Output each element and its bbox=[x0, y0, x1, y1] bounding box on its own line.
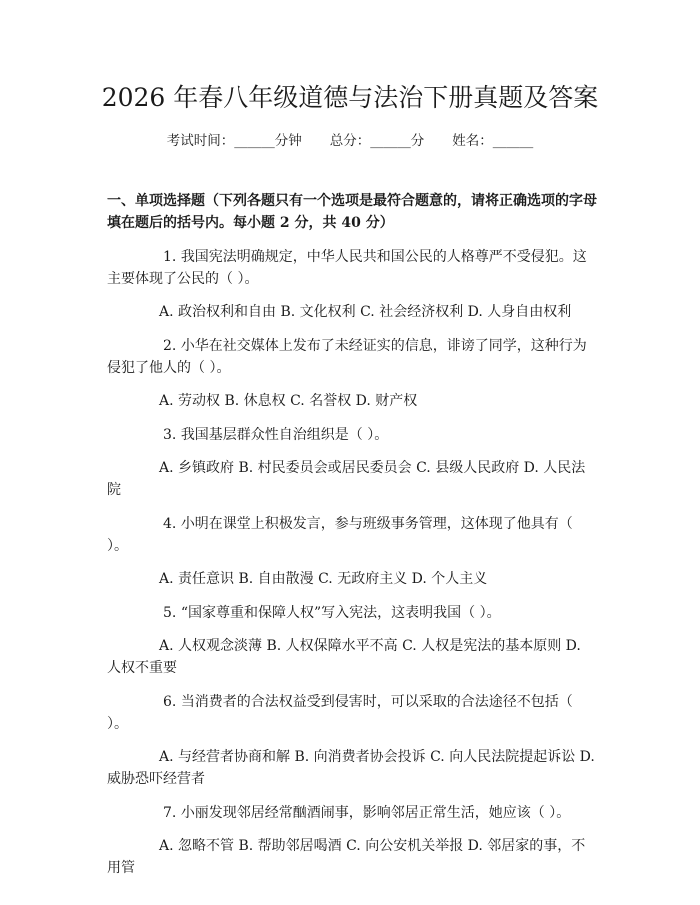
question-text bbox=[107, 424, 597, 446]
question-stem: 我国宪法明确规定，中华人民共和国公民的人格尊严不受侵犯。这主要体现了公民的（ ）。 bbox=[107, 249, 587, 287]
question-options: A. 政治权利和自由 B. 文化权利 C. 社会经济权利 D. 人身自由权利 bbox=[159, 304, 572, 320]
question-number: 1. bbox=[163, 249, 177, 265]
question-options: A. 忽略不管 B. 帮助邻居喝酒 C. 向公安机关举报 D. 邻居家的事，不用管 bbox=[107, 838, 586, 876]
question-5 bbox=[107, 602, 597, 679]
question-number: 6. bbox=[163, 694, 177, 710]
question-options: A. 与经营者协商和解 B. 向消费者协会投诉 C. 向人民法院提起诉讼 D. 威胁恐吓经营者 bbox=[107, 749, 595, 787]
question-number: 4. bbox=[163, 516, 177, 532]
question-7 bbox=[107, 802, 597, 879]
question-options: A. 人权观念淡薄 B. 人权保障水平不高 C. 人权是宪法的基本原则 D. 人权不重要 bbox=[107, 638, 581, 676]
question-stem: 小明在课堂上积极发言，参与班级事务管理，这体现了他具有（ ）。 bbox=[107, 516, 573, 554]
question-stem: 小华在社交媒体上发布了未经证实的信息，诽谤了同学，这种行为侵犯了他人的（ ）。 bbox=[107, 338, 587, 376]
question-number: 5. bbox=[163, 605, 177, 621]
question-1 bbox=[107, 246, 597, 323]
exam-content bbox=[107, 190, 597, 891]
question-2 bbox=[107, 335, 597, 412]
question-text bbox=[107, 802, 597, 824]
question-3 bbox=[107, 424, 597, 501]
exam-meta bbox=[0, 131, 700, 151]
question-text bbox=[107, 513, 597, 557]
exam-score: 总分：______分 bbox=[329, 133, 425, 149]
student-name: 姓名：______ bbox=[452, 133, 534, 149]
question-text bbox=[107, 246, 597, 290]
question-stem: “国家尊重和保障人权”写入宪法，这表明我国（ ）。 bbox=[180, 605, 501, 621]
question-stem: 我国基层群众性自治组织是（ ）。 bbox=[180, 427, 389, 443]
question-4 bbox=[107, 513, 597, 590]
question-text bbox=[107, 335, 597, 379]
question-text bbox=[107, 691, 597, 735]
question-options: A. 乡镇政府 B. 村民委员会或居民委员会 C. 县级人民政府 D. 人民法院 bbox=[107, 460, 586, 498]
question-text bbox=[107, 602, 597, 624]
question-options: A. 劳动权 B. 休息权 C. 名誉权 D. 财产权 bbox=[159, 393, 418, 409]
question-options: A. 责任意识 B. 自由散漫 C. 无政府主义 D. 个人主义 bbox=[159, 571, 488, 587]
question-number: 7. bbox=[163, 805, 177, 821]
question-number: 2. bbox=[163, 338, 177, 354]
question-stem: 当消费者的合法权益受到侵害时，可以采取的合法途径不包括（ ）。 bbox=[107, 694, 573, 732]
question-6 bbox=[107, 691, 597, 790]
question-stem: 小丽发现邻居经常酗酒闹事，影响邻居正常生活，她应该（ ）。 bbox=[180, 805, 571, 821]
question-number: 3. bbox=[163, 427, 177, 443]
exam-time: 考试时间：______分钟 bbox=[166, 133, 302, 149]
section-title: 一、单项选择题（下列各题只有一个选项是最符合题意的，请将正确选项的字母填在题后的括号内。每小题 2 分，共 40 分） bbox=[107, 193, 597, 231]
document-title: 2026 年春八年级道德与法治下册真题及答案 bbox=[101, 83, 599, 112]
